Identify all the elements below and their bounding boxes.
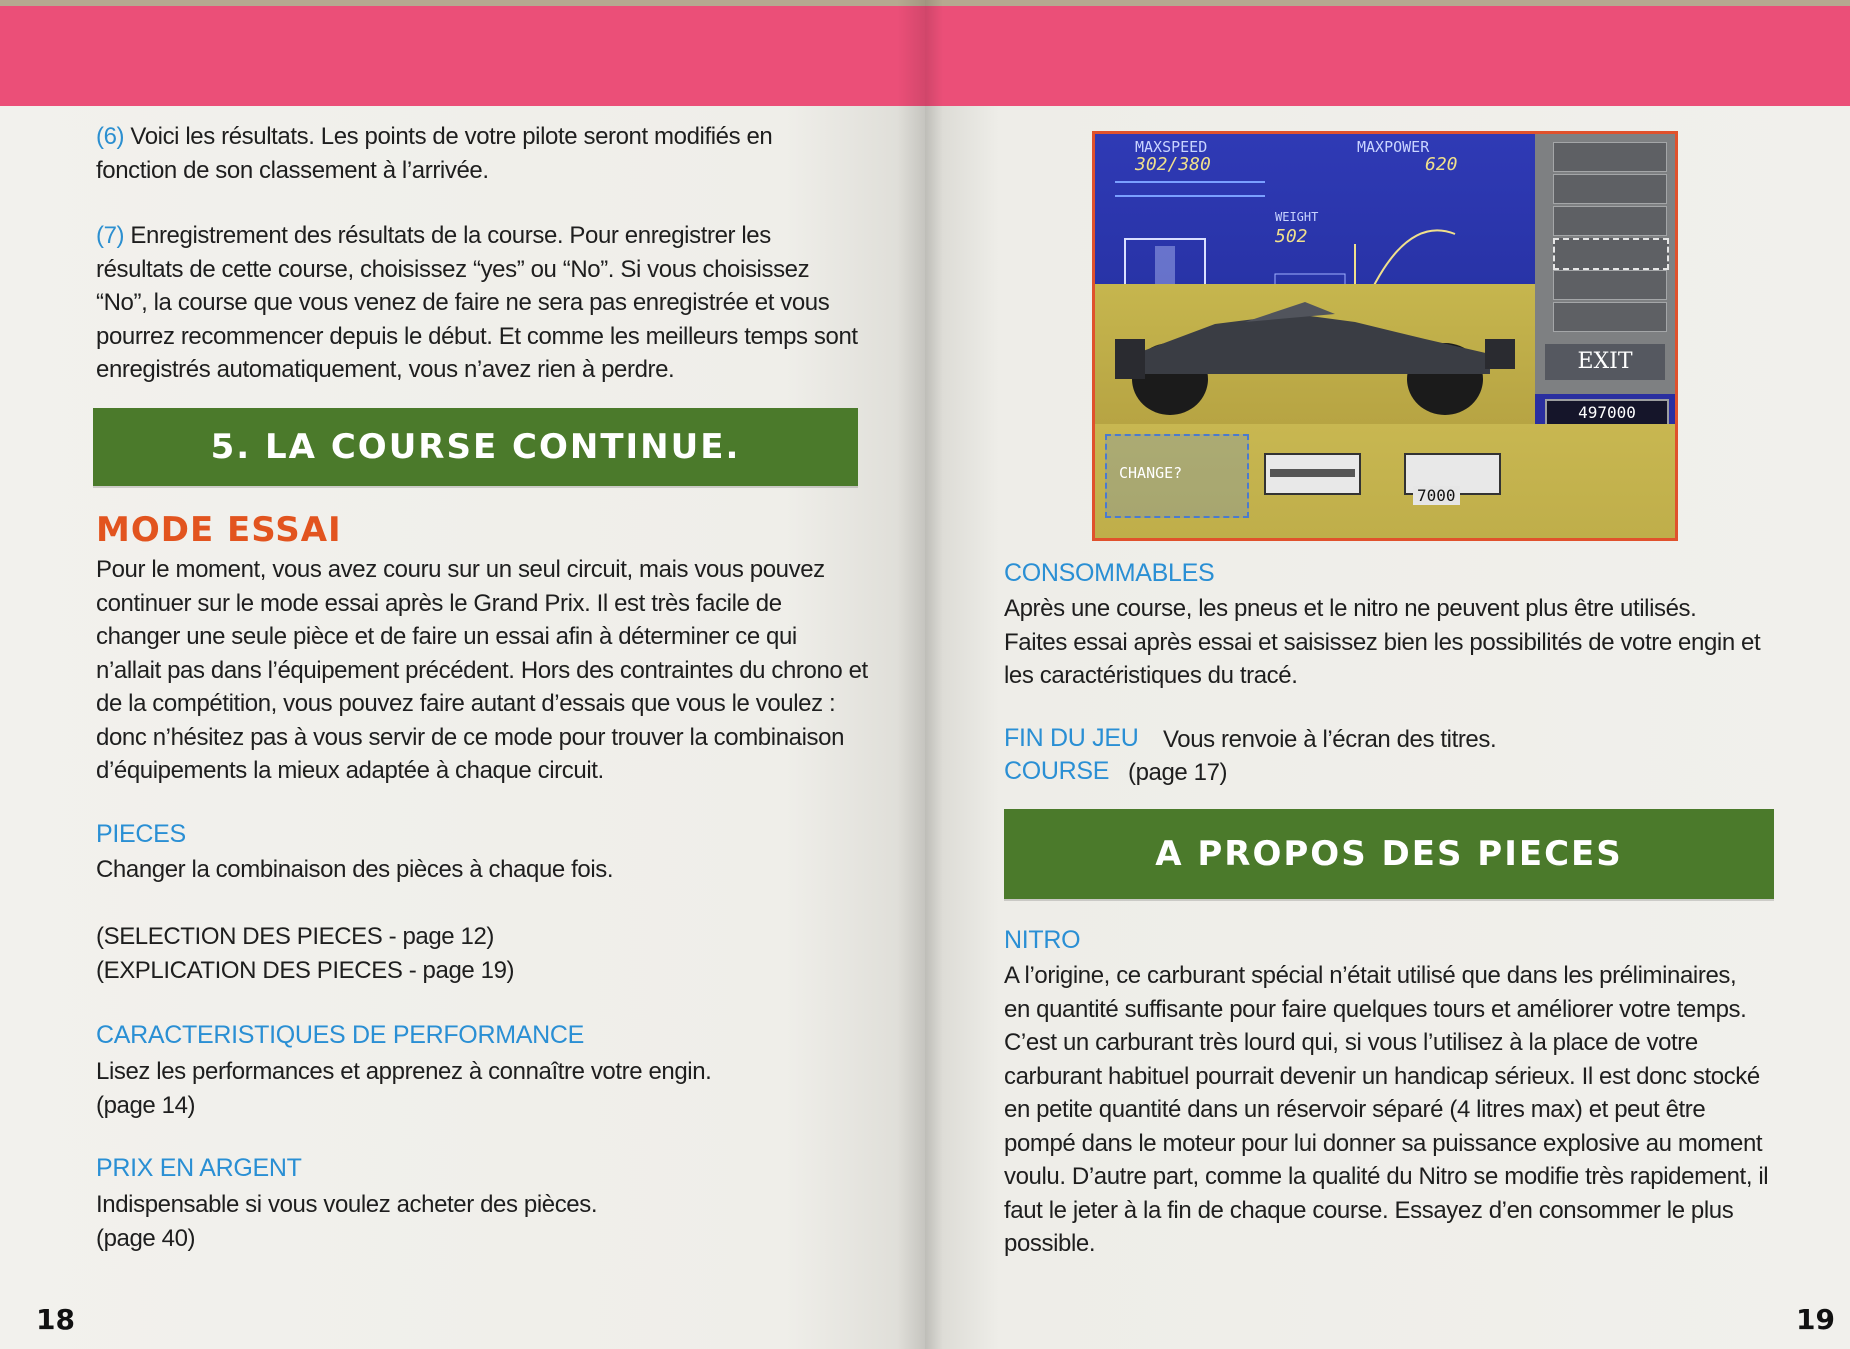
- menu-item[interactable]: [1553, 142, 1667, 172]
- prix-heading: PRIX EN ARGENT: [96, 1154, 302, 1182]
- page-references: (SELECTION DES PIECES - page 12) (EXPLICATION DES PIECES - page 19): [96, 923, 515, 984]
- menu-item[interactable]: [1553, 174, 1667, 204]
- performance-text: Lisez les performances et apprenez à connaître votre engin. (page 14): [96, 1058, 712, 1119]
- menu-item[interactable]: [1553, 270, 1667, 300]
- exit-button[interactable]: EXIT: [1545, 344, 1665, 380]
- money-display: 497000: [1545, 399, 1669, 427]
- change-label: CHANGE?: [1119, 464, 1183, 482]
- weight-value: 502: [1275, 226, 1308, 247]
- game-screenshot: [1092, 131, 1678, 541]
- course-text: (page 17): [1128, 759, 1228, 786]
- part-price: 7000: [1413, 486, 1460, 505]
- maxspeed-label: MAXSPEED: [1135, 138, 1208, 156]
- pink-header-band: [0, 0, 925, 106]
- section-banner-pieces: A PROPOS DES PIECES: [1004, 809, 1774, 899]
- nitro-heading: NITRO: [1004, 926, 1081, 954]
- pieces-heading: PIECES: [96, 820, 186, 848]
- menu-item[interactable]: [1553, 206, 1667, 236]
- page-number-left: 18: [36, 1303, 75, 1336]
- course-label: COURSE: [1004, 757, 1110, 785]
- paragraph-6: (6) Voici les résultats. Les points de votre pilote seront modifiés en fonction de son classement à l’arrivée.: [96, 123, 773, 184]
- item-number-6: (6): [96, 123, 125, 150]
- mode-essai-paragraph: Pour le moment, vous avez couru sur un seul circuit, mais vous pouvez continuer sur le mode essai après le Grand Prix. Il est très facile de changer une seule pièce et de faire un essai afin à déterminer ce qui n’allait pas dans l’équipement précédent. Hors des contraintes du chrono et de la compétition, vous pouvez faire autant d’essais que vous le voulez : donc n’hésitez pas à vous servir de ce mode pour trouver la combinaison d’équipements la mieux adaptée à chaque circuit.: [96, 556, 868, 784]
- page-number-right: 19: [1796, 1303, 1835, 1336]
- weight-label: WEIGHT: [1275, 210, 1319, 224]
- section-banner-course-continue: 5. LA COURSE CONTINUE.: [93, 408, 858, 486]
- prix-text: Indispensable si vous voulez acheter des pièces. (page 40): [96, 1191, 598, 1252]
- change-part-box[interactable]: [1105, 434, 1249, 518]
- race-car-icon: [1095, 284, 1535, 424]
- nitro-text: A l’origine, ce carburant spécial n’était utilisé que dans les préliminaires, en quantité suffisante pour faire quelques tours et améliorer votre temps. C’est un carburant très lourd qui, si vous l’utilisez à la place de votre carburant habituel pourrait devenir un handicap sérieux. Il est donc stocké en petite quantité dans un réservoir séparé (4 litres max) et peut être pompé dans le moteur pour lui donner sa puissance explosive au moment voulu. D’autre part, comme la qualité du Nitro se modifie très rapidement, il faut le jeter à la fin de chaque course. Essayez d’en consommer le plus possible.: [1004, 962, 1769, 1257]
- pink-header-band: [925, 0, 1850, 106]
- consommables-text: Après une course, les pneus et le nitro ne peuvent plus être utilisés. Faites essai après essai et saisissez bien les possibilités de votre engin et les caractéristiques du tracé.: [1004, 595, 1761, 689]
- maxspeed-value: 302/380: [1135, 154, 1211, 175]
- paragraph-7: (7) Enregistrement des résultats de la course. Pour enregistrer les résultats de cette course, choisissez “yes” ou “No”. Si vous choisissez “No”, la course que vous venez de faire ne sera pas enregistrée et vous pourrez recommencer depuis le début. Et comme les meilleurs temps sont enregistrés automatiquement, vous n’avez rien à perdre.: [96, 222, 858, 383]
- menu-item-selected[interactable]: [1553, 238, 1669, 270]
- menu-item[interactable]: [1553, 302, 1667, 332]
- garage-floor: [1095, 284, 1535, 424]
- consommables-heading: CONSOMMABLES: [1004, 559, 1215, 587]
- mode-essai-title: MODE ESSAI: [96, 510, 342, 550]
- maxpower-value: 620: [1425, 154, 1458, 175]
- maxpower-label: MAXPOWER: [1357, 138, 1430, 156]
- fin-du-jeu-text: Vous renvoie à l’écran des titres.: [1163, 726, 1497, 753]
- pieces-text: Changer la combinaison des pièces à chaque fois.: [96, 856, 614, 883]
- item-number-7: (7): [96, 222, 125, 249]
- fin-du-jeu-label: FIN DU JEU: [1004, 724, 1139, 752]
- performance-heading: CARACTERISTIQUES DE PERFORMANCE: [96, 1021, 584, 1049]
